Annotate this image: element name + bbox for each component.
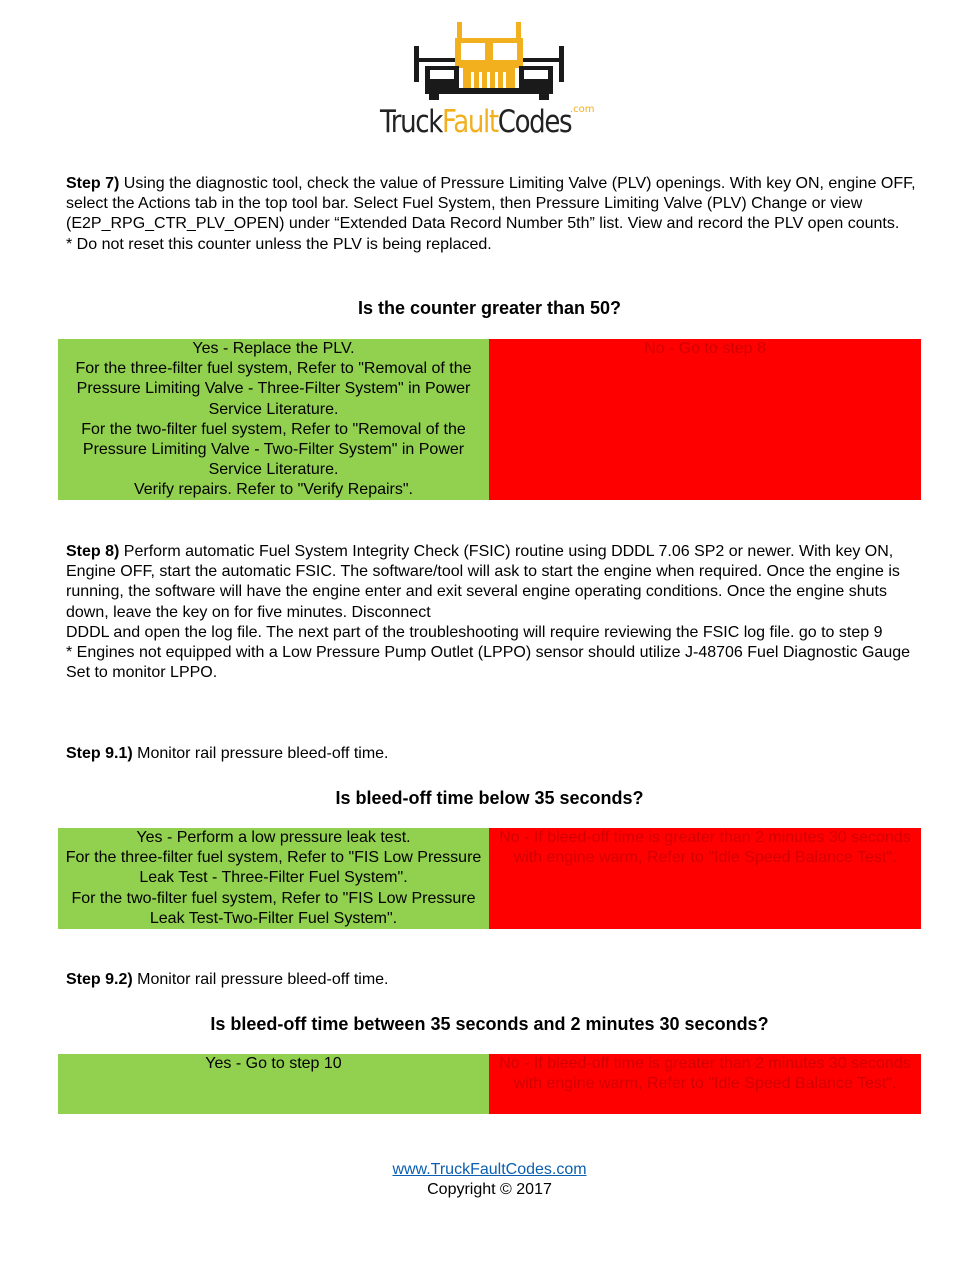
answer-no-3 (489, 1054, 921, 1114)
answer-line: Verify repairs. Refer to "Verify Repairs". (133, 481, 413, 499)
answer-line: For the two-filter fuel system, Refer to "Removal of the Pressure Limiting Valve - Two-Filter System" in Power Service Literature. (81, 420, 466, 479)
answer-yes-3 (58, 1054, 489, 1114)
step-8-paragraph (66, 542, 926, 683)
step-8-text: Perform automatic Fuel System Integrity Check (FSIC) routine using DDDL 7.06 SP2 or newer. With key ON, Engine OFF, start the automatic FSIC. The software/tool will ask to start the engine when required. Once the engine is running, the software will have the engine enter and exit several engine operating conditions. Once the engine shuts down, leave the key on for five minutes. Disconnect (66, 543, 900, 621)
answer-yes-1 (58, 339, 489, 500)
question-counter: Is the counter greater than 50? (357, 298, 622, 318)
answer-line: No - If bleed-off time is greater than 2 minutes 30 seconds with engine warm, Refer to "Idle Speed Balance Test". (499, 829, 911, 867)
answer-line: For the three-filter fuel system, Refer to "FIS Low Pressure Leak Test - Three-Filter Fuel System". (65, 849, 482, 887)
step-8-text-2: DDDL and open the log file. The next part of the troubleshooting will require reviewing the FSIC log file. go to step 9 (66, 623, 883, 641)
logo-wordmark (380, 100, 571, 144)
answer-line: No - Go to step 8 (644, 340, 766, 357)
step-7-note: * Do not reset this counter unless the PLV is being replaced. (66, 235, 492, 253)
step-9-2-text: Monitor rail pressure bleed-off time. (132, 971, 389, 988)
question-bleed-off-between: Is bleed-off time between 35 seconds and 2 minutes 30 seconds? (210, 1014, 769, 1034)
step-7-text: Using the diagnostic tool, check the value of Pressure Limiting Valve (PLV) openings. With key ON, engine OFF, select the Actions tab in the top tool bar. Select Fuel System, then Pressure Limiting Valve (PLV) Change or view (E2P_RPG_CTR_PLV_OPEN) under “Extended Data Record Number 5th” list. View and record the PLV open counts. (66, 175, 916, 233)
question-bleed-off-below-35: Is bleed-off time below 35 seconds? (335, 788, 644, 808)
step-7-paragraph (66, 174, 926, 255)
truck-icon (413, 22, 565, 100)
logo-word-fault: Fault (441, 104, 498, 140)
answer-line: Yes - Perform a low pressure leak test. (136, 829, 411, 846)
answer-no-1 (489, 339, 921, 500)
answer-line: For the two-filter fuel system, Refer to "FIS Low Pressure Leak Test-Two-Filter Fuel System". (71, 889, 476, 927)
footer-website-link[interactable]: www.TruckFaultCodes.com (392, 1161, 587, 1178)
answer-line: Yes - Go to step 10 (205, 1055, 342, 1072)
answer-row-2 (58, 828, 921, 929)
footer-copyright: Copyright © 2017 (427, 1181, 552, 1198)
step-9-1-paragraph (66, 744, 926, 764)
step-8-label: Step 8) (66, 543, 120, 560)
step-9-1-label: Step 9.1) (66, 745, 133, 762)
step-7-label: Step 7) (66, 175, 120, 192)
answer-line: No - If bleed-off time is greater than 2 minutes 30 seconds with engine warm, Refer to "Idle Speed Balance Test". (499, 1055, 911, 1093)
answer-row-3 (58, 1054, 921, 1114)
site-logo (377, 22, 603, 140)
answer-yes-2 (58, 828, 489, 929)
step-8-note: * Engines not equipped with a Low Pressure Pump Outlet (LPPO) sensor should utilize J-48706 Fuel Diagnostic Gauge Set to monitor LPPO. (66, 644, 911, 682)
logo-word-truck: Truck (380, 104, 442, 140)
answer-no-2 (489, 828, 921, 929)
answer-line: For the three-filter fuel system, Refer to "Removal of the Pressure Limiting Valve - Three-Filter System" in Power Service Literature. (75, 360, 472, 418)
answer-row-1 (58, 339, 921, 500)
step-9-2-paragraph (66, 970, 926, 990)
logo-dotcom: .com (570, 104, 595, 115)
step-9-2-label: Step 9.2) (66, 971, 133, 988)
page-footer (0, 1160, 979, 1200)
logo-word-codes: Codes (497, 104, 572, 140)
answer-line: Yes - Replace the PLV. (192, 340, 355, 357)
step-9-1-text: Monitor rail pressure bleed-off time. (132, 745, 389, 762)
